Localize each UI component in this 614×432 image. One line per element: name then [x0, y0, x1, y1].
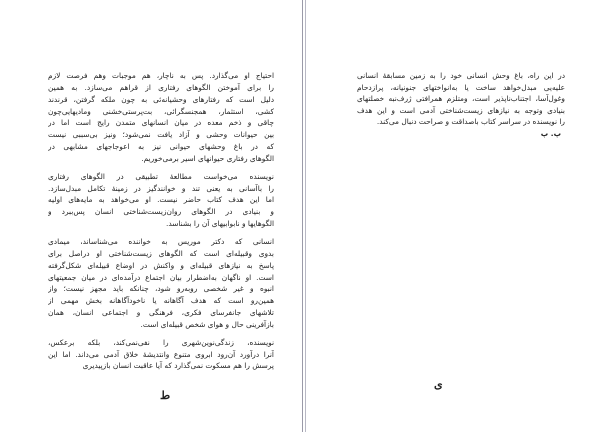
- text-line: پرسش را هم مسکوت نمی‌گذارد که آیا عاقبت انسان بازپیدیری: [82, 361, 274, 371]
- text-line: است. او ناگهان به‌اضطرار بیان اجتماع درآمده‌ای در میان جمعیتهای: [48, 272, 274, 282]
- text-line: نویسنده، زندگی‌نوین‌شهری را نفی‌نمی‌کند، بلکه برعکس،: [48, 337, 274, 347]
- text-line: پاسخ به نیازهای قبیله‌ای و واکنش در اوضاع قبیله‌ای شکل‌گرفته: [48, 260, 274, 270]
- text-line: را نویسنده در سراسر کتاب باصداقت و صراحت دنبال می‌کند.: [376, 117, 565, 127]
- page-divider-right: [305, 0, 306, 432]
- text-line: وغول‌آسا، اجتناب‌ناپذیر است، ومتلزم همرافتی ژرف‌نبه خصلتهای: [357, 94, 565, 104]
- text-line: الگوهایها و نابوابیهای آن را بشناسد.: [165, 219, 274, 229]
- text-line: آنرا درآورد آن‌رود ابروی متنوع وانتدیشهٔ خلاق آدمی می‌داند. اما این: [48, 349, 274, 359]
- text-line: انبوه و غیر شخصی روبه‌رو شود، چنانکه باید مجهز نیست؛ واز: [48, 284, 274, 294]
- text-line: کشی، استثمار، همجنسگرائی، بت‌پرستی‌خشنی ومادیهایی‌چون: [48, 106, 274, 116]
- text-line: دلیل است که رفتارهای وحشیانه‌ئی به چون ملکه گرفتن، قرندند: [48, 94, 274, 104]
- text-line: بازآفرینی حال و هوای شخص قبیله‌ای است.: [140, 319, 274, 329]
- text-line: را برای آموختن الگوهای رفتاری از قراهم می‌سازد. به همین: [48, 82, 274, 92]
- page-number-left: ط: [160, 389, 171, 402]
- text-line: در این راه، باغ وحش انسانی خود را به زمین مسابقهٔ انسانی: [357, 71, 565, 80]
- text-line: انسانی که دکتر موریس به خواننده می‌شناساند، میمادی: [48, 236, 274, 246]
- page-divider-left: [302, 0, 303, 432]
- text-line: نویسنده می‌خواست مطالعهٔ تطبیقی در الگوهای رفتاری: [48, 171, 274, 181]
- text-line: بین حیوانات وحشی و آزاد یافت نمی‌شود؛ ونیز بی‌سببی نیست: [48, 130, 274, 140]
- right-page: [305, 0, 614, 432]
- text-line: و بنیادی در الگوهای روان‌زیست‌شناختی انسان پس‌ببرد و: [48, 207, 274, 217]
- text-line: را با‌آسانی به یعنی تند و خوانندگیز در زمینهٔ تکامل مبدل‌سازد.: [48, 183, 274, 193]
- text-line: اما این هدف کتاب حاضر نیست. او می‌خواهد به مایه‌های اولیه: [48, 195, 274, 205]
- right-page-body: [357, 70, 565, 140]
- text-line: تلاشهای جانفرسای فکری، فرهنگی و اجتماعی انسان، همان: [48, 308, 274, 318]
- text-line: همین‌رو است که هدف آگاهانه یا ناخودآگاهانه بخش مهمی از: [48, 296, 274, 306]
- text-line: که در باغ وحشهای حیوانی نیز به اعوجاجهای مشابهی در: [48, 142, 274, 152]
- text-line: بنیادی وتوجه به نیازهای زیست‌شناختی آدمی است و این هدف: [357, 105, 565, 115]
- text-line: الگوهای رفتاری حیوانهای اسیر برمی‌خوریم.: [141, 153, 274, 163]
- text-line: چاقی و ذخم معده در میان انسانهای متمدن رایج است اما در: [48, 118, 274, 128]
- text-line: احتیاج او می‌گذارد. پس به ناچار، هم موجبات وهم فرصت لازم: [48, 71, 274, 80]
- text-line: علیه‌یی مبدل‌خواهد ساخت یا به‌انواختهای جنونیانه، پرازدحام: [357, 82, 565, 92]
- page-number-right: ی: [434, 378, 443, 391]
- author-signature: پ. پ: [540, 128, 561, 138]
- left-page-body: [48, 70, 274, 372]
- text-line: بدوی وقبیله‌ای است که الگوهای زیست‌شناختی او دراصل برای: [48, 248, 274, 258]
